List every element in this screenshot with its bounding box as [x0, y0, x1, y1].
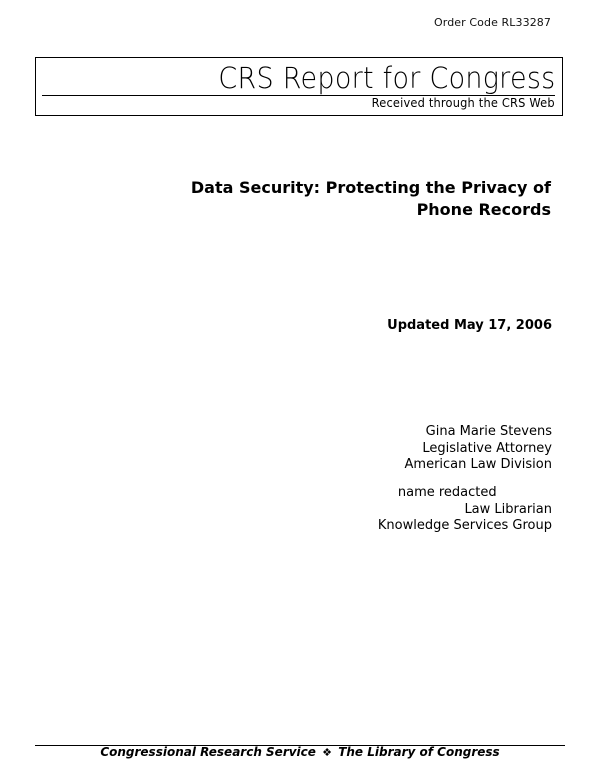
report-title-line-2: Phone Records [416, 200, 551, 219]
author-title: Law Librarian [464, 501, 552, 517]
diamond-icon: ❖ [322, 746, 332, 759]
header-title: CRS Report for Congress [217, 61, 555, 95]
author-block [405, 424, 552, 474]
report-title-line-1: Data Security: Protecting the Privacy of [190, 178, 551, 197]
author-title: Legislative Attorney [422, 440, 552, 456]
updated-date: Updated May 17, 2006 [387, 318, 552, 333]
author-division: American Law Division [404, 457, 552, 472]
author-name: Gina Marie Stevens [425, 424, 552, 439]
footer-left: Congressional Research Service [100, 745, 316, 759]
author-block [378, 485, 552, 535]
report-header-box [35, 57, 563, 116]
author-name: name redacted [397, 485, 497, 500]
report-title [191, 177, 551, 221]
order-code: Order Code RL33287 [434, 16, 551, 29]
header-subtitle: Received through the CRS Web [371, 96, 555, 110]
footer-right: The Library of Congress [338, 745, 500, 759]
author-division: Knowledge Services Group [377, 518, 552, 533]
footer [0, 745, 600, 759]
